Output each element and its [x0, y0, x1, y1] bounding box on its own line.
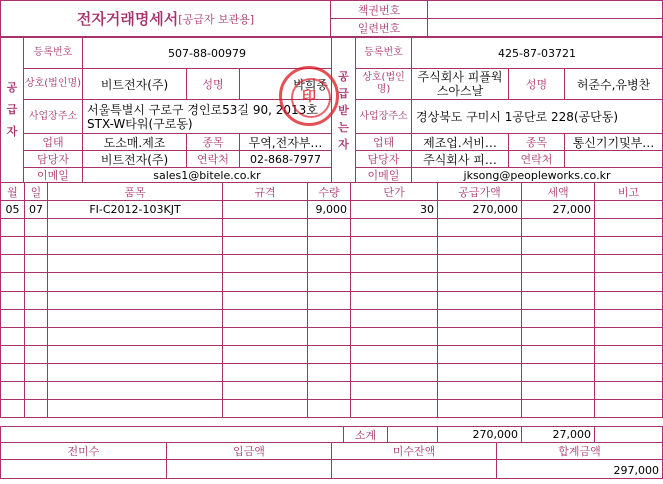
- column-header: 비고: [594, 182, 663, 201]
- title-suffix: [공급자 보관용]: [178, 12, 255, 26]
- buyer-rep: 허준수,유병찬: [564, 68, 663, 100]
- subtotal-price-empty: [387, 426, 438, 443]
- side-label-char: 공: [338, 69, 349, 83]
- table-cell: 270,000: [437, 200, 522, 219]
- supplier-manager-label: 담당자: [23, 150, 83, 168]
- table-cell: [350, 236, 438, 255]
- table-cell: [24, 254, 48, 273]
- supplier-address-label: 사업장주소: [23, 99, 83, 134]
- side-label-char: 는: [338, 120, 349, 134]
- table-cell: [521, 309, 595, 328]
- buyer-manager-label: 담당자: [355, 150, 412, 168]
- table-cell: [521, 291, 595, 310]
- table-cell: [222, 272, 308, 292]
- supplier-item-label: 종목: [186, 133, 240, 151]
- supplier-phone: 02-868-7977: [239, 150, 332, 168]
- table-cell: [0, 291, 25, 310]
- table-cell: [0, 381, 25, 400]
- table-cell: [0, 218, 25, 237]
- table-cell: [0, 345, 25, 364]
- table-cell: [350, 272, 438, 292]
- subtotal-spacer: [0, 426, 344, 443]
- table-cell: [222, 254, 308, 273]
- table-cell: [350, 254, 438, 273]
- remaining-balance-label: 미수잔액: [331, 442, 497, 460]
- side-label-char: 자: [338, 137, 349, 151]
- table-cell: [0, 254, 25, 273]
- table-cell: [47, 345, 223, 364]
- table-cell: [437, 345, 522, 364]
- table-cell: [222, 381, 308, 400]
- column-header: 일: [24, 182, 48, 201]
- table-cell: [437, 236, 522, 255]
- table-cell: [521, 327, 595, 346]
- buyer-name-label: 상호(법인명): [355, 68, 412, 100]
- supplier-email-label: 이메일: [23, 167, 83, 183]
- table-cell: [24, 345, 48, 364]
- table-cell: [222, 399, 308, 418]
- table-cell: 27,000: [521, 200, 595, 219]
- table-cell: [222, 200, 308, 219]
- prev-balance-value: [0, 459, 167, 479]
- table-cell: [0, 363, 25, 382]
- column-header: 단가: [350, 182, 438, 201]
- prev-balance-label: 전미수: [0, 442, 167, 460]
- table-cell: [222, 236, 308, 255]
- column-header: 공급가액: [437, 182, 522, 201]
- table-cell: [594, 327, 663, 346]
- table-cell: [521, 363, 595, 382]
- table-cell: [521, 381, 595, 400]
- table-cell: [594, 200, 663, 219]
- table-cell: [437, 327, 522, 346]
- table-cell: [47, 236, 223, 255]
- supplier-name-label: 상호(법인명): [23, 68, 83, 100]
- buyer-address-label: 사업장주소: [355, 99, 412, 134]
- table-cell: [437, 399, 522, 418]
- buyer-address: 경상북도 구미시 1공단로 228(공단동): [411, 99, 663, 134]
- paid-amount-label: 입금액: [166, 442, 332, 460]
- supplier-address: 서울특별시 구로구 경인로53길 90, 2013호 STX-W타워(구로동): [82, 99, 332, 134]
- remaining-balance-value: [331, 459, 497, 479]
- paid-amount-value: [166, 459, 332, 479]
- table-cell: [307, 399, 351, 418]
- table-cell: 05: [0, 200, 25, 219]
- side-label-char: 공: [6, 81, 18, 94]
- total-amount-label: 합계금액: [496, 442, 663, 460]
- table-cell: [307, 218, 351, 237]
- buyer-item-label: 종목: [508, 133, 565, 151]
- table-cell: [437, 291, 522, 310]
- table-cell: [222, 327, 308, 346]
- supplier-type-label: 업태: [23, 133, 83, 151]
- table-cell: [307, 327, 351, 346]
- table-cell: [47, 309, 223, 328]
- table-cell: [24, 291, 48, 310]
- table-cell: [24, 327, 48, 346]
- table-cell: [350, 218, 438, 237]
- title-text: 전자거래명세서: [76, 10, 179, 28]
- table-cell: [307, 345, 351, 364]
- table-cell: [307, 272, 351, 292]
- supplier-side-label: [0, 37, 24, 183]
- table-cell: [47, 218, 223, 237]
- buyer-reg-no-label: 등록번호: [355, 37, 412, 69]
- table-cell: [307, 291, 351, 310]
- table-cell: [521, 254, 595, 273]
- table-cell: [24, 218, 48, 237]
- table-cell: [521, 272, 595, 292]
- serial-no-label: 일련번호: [330, 18, 428, 37]
- table-cell: [24, 399, 48, 418]
- table-cell: [47, 363, 223, 382]
- buyer-item: 통신기기및부…: [564, 133, 663, 151]
- table-cell: [350, 399, 438, 418]
- supplier-email: sales1@bitele.co.kr: [82, 167, 332, 183]
- supplier-item: 무역,전자부…: [239, 133, 332, 151]
- supplier-rep-label: 성명: [186, 68, 240, 100]
- table-cell: [350, 363, 438, 382]
- table-cell: [307, 381, 351, 400]
- table-cell: [350, 381, 438, 400]
- table-cell: [437, 254, 522, 273]
- buyer-type: 제조업.서비…: [411, 133, 509, 151]
- table-cell: [521, 345, 595, 364]
- column-header: 품목: [47, 182, 223, 201]
- subtotal-note: [594, 426, 663, 443]
- table-cell: [0, 309, 25, 328]
- table-cell: [350, 345, 438, 364]
- table-cell: [437, 309, 522, 328]
- table-cell: [437, 272, 522, 292]
- table-cell: [521, 218, 595, 237]
- book-no-value: [427, 0, 663, 19]
- buyer-phone-label: 연락처: [508, 150, 565, 168]
- buyer-email: jksong@peopleworks.co.kr: [411, 167, 663, 183]
- supplier-reg-no: 507-88-00979: [82, 37, 332, 69]
- table-cell: [0, 327, 25, 346]
- table-cell: 9,000: [307, 200, 351, 219]
- subtotal-supply: 270,000: [437, 426, 522, 443]
- table-cell: FI-C2012-103KJT: [47, 200, 223, 219]
- supplier-manager: 비트전자(주): [82, 150, 187, 168]
- table-cell: [437, 363, 522, 382]
- supplier-rep: 박희종: [239, 68, 332, 100]
- table-cell: [222, 363, 308, 382]
- side-label-char: 자: [6, 125, 18, 138]
- table-cell: [222, 218, 308, 237]
- table-cell: [47, 327, 223, 346]
- table-cell: [594, 236, 663, 255]
- table-cell: 30: [350, 200, 438, 219]
- serial-no-value: [427, 18, 663, 37]
- table-cell: [594, 218, 663, 237]
- total-amount-value: 297,000: [496, 459, 663, 479]
- table-cell: [24, 236, 48, 255]
- table-cell: [47, 381, 223, 400]
- table-cell: [222, 291, 308, 310]
- buyer-rep-label: 성명: [508, 68, 565, 100]
- supplier-type: 도소매.제조: [82, 133, 187, 151]
- table-cell: [24, 272, 48, 292]
- table-cell: [47, 272, 223, 292]
- supplier-reg-no-label: 등록번호: [23, 37, 83, 69]
- table-cell: [350, 309, 438, 328]
- table-cell: [594, 309, 663, 328]
- table-cell: [594, 381, 663, 400]
- table-cell: [24, 363, 48, 382]
- table-cell: [307, 363, 351, 382]
- table-cell: [594, 272, 663, 292]
- buyer-type-label: 업태: [355, 133, 412, 151]
- buyer-email-label: 이메일: [355, 167, 412, 183]
- buyer-phone: [564, 150, 663, 168]
- table-cell: [594, 345, 663, 364]
- table-cell: [47, 399, 223, 418]
- table-cell: [350, 291, 438, 310]
- table-cell: [594, 363, 663, 382]
- supplier-name: 비트전자(주): [82, 68, 187, 100]
- table-cell: [0, 236, 25, 255]
- table-cell: [24, 309, 48, 328]
- table-cell: [437, 381, 522, 400]
- buyer-side-label: [331, 37, 356, 183]
- side-label-char: 급: [338, 86, 349, 100]
- table-cell: [222, 309, 308, 328]
- table-cell: [47, 291, 223, 310]
- table-cell: 07: [24, 200, 48, 219]
- side-label-char: 급: [6, 103, 18, 116]
- buyer-reg-no: 425-87-03721: [411, 37, 663, 69]
- table-cell: [594, 254, 663, 273]
- column-header: 월: [0, 182, 25, 201]
- column-header: 규격: [222, 182, 308, 201]
- supplier-phone-label: 연락처: [186, 150, 240, 168]
- buyer-name: 주식회사 피플웍스아스날: [411, 68, 509, 100]
- table-cell: [350, 327, 438, 346]
- table-cell: [222, 345, 308, 364]
- table-cell: [47, 254, 223, 273]
- company-seal-stamp: [279, 66, 339, 126]
- table-cell: [521, 399, 595, 418]
- table-cell: [437, 218, 522, 237]
- table-cell: [0, 399, 25, 418]
- document-title: [0, 0, 331, 37]
- column-header: 세액: [521, 182, 595, 201]
- buyer-manager: 주식회사 피…: [411, 150, 509, 168]
- table-cell: [594, 399, 663, 418]
- table-cell: [521, 236, 595, 255]
- subtotal-label: 소계: [343, 426, 388, 443]
- book-no-label: 책권번호: [330, 0, 428, 19]
- column-header: 수량: [307, 182, 351, 201]
- table-cell: [307, 309, 351, 328]
- side-label-char: 받: [338, 103, 349, 117]
- seal-mark: 印: [302, 89, 316, 105]
- table-cell: [0, 272, 25, 292]
- table-cell: [24, 381, 48, 400]
- subtotal-tax: 27,000: [521, 426, 595, 443]
- table-cell: [307, 236, 351, 255]
- table-cell: [594, 291, 663, 310]
- table-cell: [307, 254, 351, 273]
